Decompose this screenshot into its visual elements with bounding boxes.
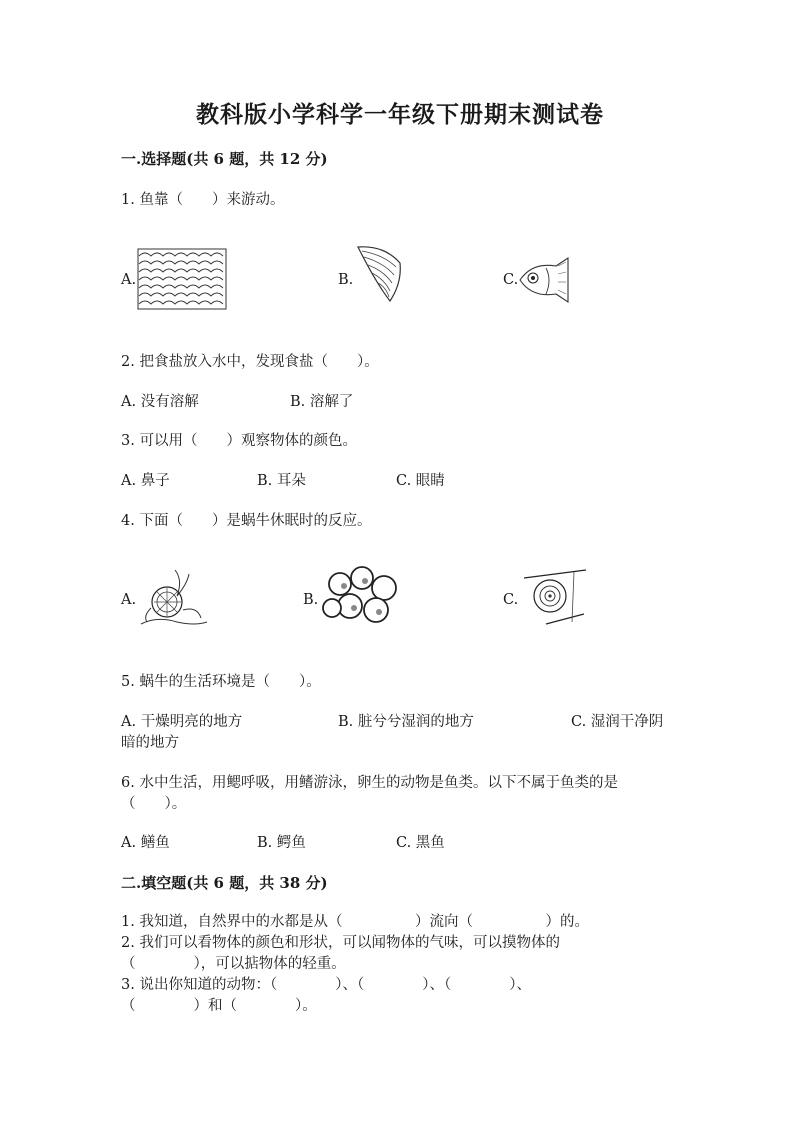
question-2: 2. 把食盐放入水中，发现食盐（ ）。 [121, 354, 379, 370]
fish-fin-image [354, 243, 404, 305]
question-1: 1. 鱼靠（ ）来游动。 [121, 192, 285, 208]
fill-question-2-wrap: （ ），可以掂物体的轻重。 [121, 956, 346, 972]
question-4: 4. 下面（ ）是蜗牛休眠时的反应。 [121, 513, 372, 529]
q3-option-a: A. 鼻子 [121, 473, 170, 489]
question-3: 3. 可以用（ ）观察物体的颜色。 [121, 433, 357, 449]
q2-option-a: A. 没有溶解 [121, 394, 199, 410]
q1-option-c-label: C. [503, 272, 519, 288]
fill-question-3: 3. 说出你知道的动物：（ ）、（ ）、（ ）、 [121, 977, 531, 993]
q3-option-c: C. 眼睛 [396, 473, 445, 489]
q5-option-c: C. 湿润干净阴 [571, 714, 664, 730]
page-title: 教科版小学科学一年级下册期末测试卷 [196, 101, 604, 128]
q4-option-b-label: B. [303, 592, 319, 608]
section-2-heading: 二.填空题(共 6 题，共 38 分) [121, 874, 328, 892]
question-6-wrap: （ ）。 [121, 796, 187, 812]
q2-option-b: B. 溶解了 [290, 394, 354, 410]
q5-option-b: B. 脏兮兮湿润的地方 [338, 714, 474, 730]
snail-group-image [320, 564, 404, 628]
q4-option-a-label: A. [121, 592, 137, 608]
q5-option-a: A. 干燥明亮的地方 [121, 714, 243, 730]
q1-option-a-label: A. [121, 272, 137, 288]
q6-option-a: A. 鳝鱼 [121, 835, 170, 851]
fill-question-1: 1. 我知道，自然界中的水都是从（ ）流向（ ）的。 [121, 914, 589, 930]
q3-option-b: B. 耳朵 [257, 473, 306, 489]
fish-scales-image [137, 248, 227, 310]
snail-sealed-image [520, 566, 588, 628]
q6-option-c: C. 黑鱼 [396, 835, 445, 851]
fill-question-3-wrap: （ ）和（ ）。 [121, 998, 317, 1014]
q4-option-c-label: C. [503, 592, 519, 608]
q1-option-b-label: B. [338, 272, 354, 288]
question-6: 6. 水中生活，用鳃呼吸，用鳍游泳，卵生的动物是鱼类。以下不属于鱼类的是 [121, 775, 618, 791]
question-5: 5. 蜗牛的生活环境是（ ）。 [121, 674, 321, 690]
q6-option-b: B. 鳄鱼 [257, 835, 306, 851]
q5-option-c-wrap: 暗的地方 [121, 735, 179, 751]
snail-crawling-image [137, 566, 209, 628]
section-1-heading: 一.选择题(共 6 题，共 12 分) [121, 150, 328, 168]
fill-question-2: 2. 我们可以看物体的颜色和形状，可以闻物体的气味，可以摸物体的 [121, 935, 560, 951]
fish-head-image [518, 252, 570, 306]
